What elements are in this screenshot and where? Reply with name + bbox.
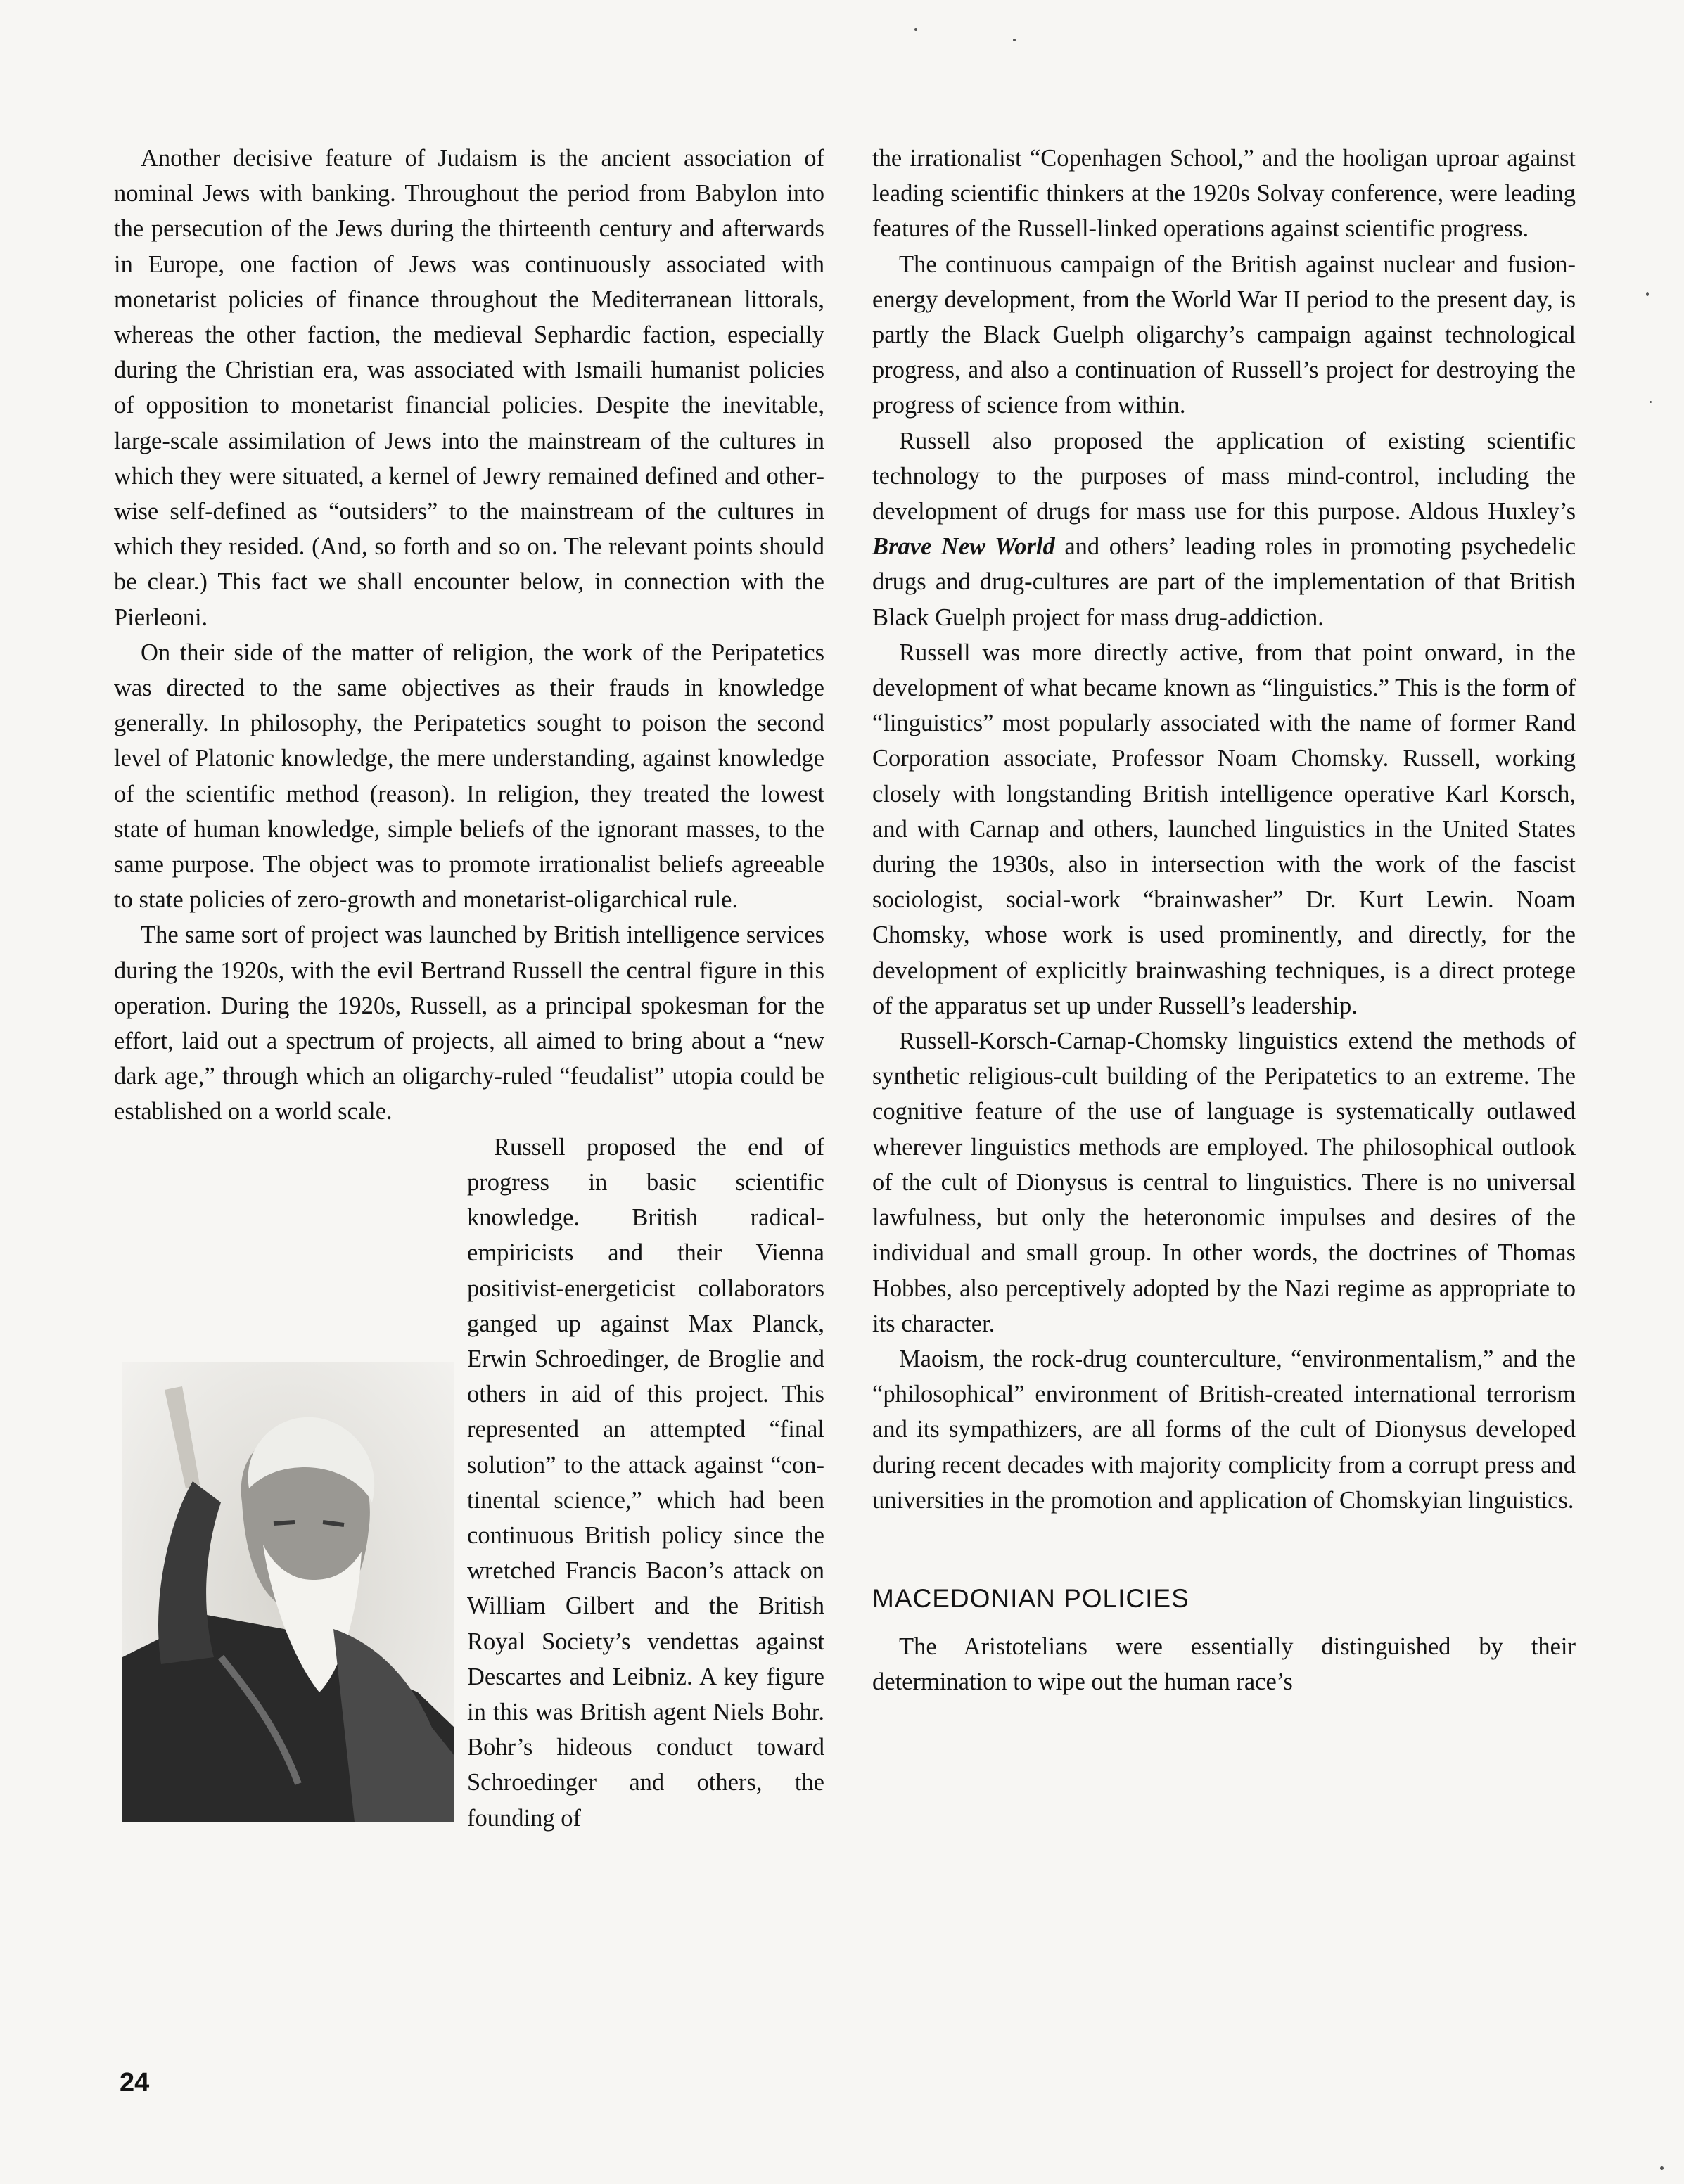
- page-number: 24: [120, 2068, 150, 2097]
- paragraph: the irrationalist “Copenhagen School,” and the hooligan uproar against leading scientific thinkers at the 1920s Solvay conference, were leading features of the Russell-linked operations against scientific progress.: [872, 145, 1576, 243]
- print-speck: [1660, 2166, 1664, 2170]
- print-speck: [1013, 39, 1016, 41]
- section-heading: MACEDONIAN POLICIES: [872, 1583, 1189, 1613]
- print-speck: [1650, 401, 1652, 403]
- paragraph-text: Russell also proposed the application of existing scientific technology to the purposes of mass mind-control, including the development of drugs for mass use for this purpose. Aldous Huxley’s: [872, 427, 1576, 525]
- paragraph: [872, 423, 1576, 635]
- right-column: [872, 141, 1576, 1699]
- paragraph: On their side of the matter of religion, the work of the Peripatetics was directed to the same objectives as their frauds in knowledge generally. In philosophy, the Peripatetics sought to poison the second level of Platonic knowledge, the mere understanding, against knowledge of the scientific method (reason). In religion, they treated the lowest state of human knowledge, simple beliefs of the ignorant masses, to the same purpose. The object was to promote irrationalist beliefs agreeable to state policies of zero-growth and monetarist-oligarchical rule.: [114, 639, 824, 914]
- paragraph: The Aristotelians were essentially distinguished by their determination to wipe out the human race’s: [872, 1633, 1576, 1696]
- paragraph: [114, 1130, 824, 1836]
- paragraph: Russell was more directly active, from that point onward, in the development of what became known as “linguistics.” This is the form of “linguistics” most popularly associated with the name of former Rand Corporation associate, Professor Noam Chomsky. Russell, working closely with longstanding British intelligence operative Karl Korsch, and with Carnap and others, launched linguistics in the United States during the 1930s, also in intersection with the work of the fascist sociologist, social-work “brainwasher” Dr. Kurt Lewin. Noam Chomsky, whose work is used prominently, and directly, for the development of explicitly brainwashing techniques, is a direct protege of the apparatus set up under Russell’s leadership.: [872, 639, 1576, 1019]
- philosopher-photo: [122, 1362, 454, 1822]
- book-title: Brave New World: [872, 533, 1055, 561]
- paragraph-text: Russell proposed the end of progress in basic scientific knowledge. British radical-empiricists and their Vienna positivist-energeticist collaborators ganged up against Max Planck, Erwin Schroedinger, de Broglie and others in aid of this project. This represented an attempted “final solution” to the attack against “continental science,” which had been continuous British policy since the wretched Francis Bacon’s attack on William Gilbert and the British Royal Society’s vendettas against Descartes and Leibniz. A key figure in this was British agent Niels Bohr. Bohr’s hideous conduct toward Schroedinger and others, the founding of: [467, 1133, 824, 1832]
- left-column: [114, 141, 824, 1836]
- paragraph: Another decisive feature of Judaism is the ancient association of nominal Jews with banking. Throughout the period from Babylon into the persecution of the Jews during the thirteenth century and afterwards in Europe, one faction of Jews was continuously associated with monetarist policies of finance throughout the Mediterranean littorals, whereas the other faction, the medieval Sephardic faction, especially during the Christian era, was associated with Ismaili humanist policies of opposition to monetarist financial policies. Despite the inevitable, large-scale assimilation of Jews into the mainstream of the cultures in which they were situated, a kernel of Jewry remained defined and otherwise self-defined as “outsiders” to the mainstream of the cultures in which they resided. (And, so forth and so on. The relevant points should be clear.) This fact we shall encounter below, in connection with the Pierleoni.: [114, 145, 824, 631]
- bearded-philosopher-portrait-icon: [122, 1362, 454, 1822]
- paragraph: Russell-Korsch-Carnap-Chomsky linguistics extend the methods of synthetic religious-cult building of the Peripatetics to an extreme. The cognitive feature of the use of language is systematically outlawed wherever linguistics methods are employed. The philosophical outlook of the cult of Dionysus is central to linguistics. There is no universal lawfulness, but only the heteronomic impulses and desires of the individual and small group. In other words, the doctrines of Thomas Hobbes, also perceptively adopted by the Nazi regime as appropriate to its character.: [872, 1028, 1576, 1337]
- print-speck: [914, 28, 917, 31]
- paragraph-text: and others’ leading roles in promoting psychedelic drugs and drug-cultures are part of the implementation of that British Black Guelph project for mass drug-addiction.: [872, 533, 1576, 631]
- paragraph: The continuous campaign of the British against nuclear and fusion-energy development, from the World War II period to the present day, is partly the Black Guelph oligarchy’s campaign against technological progress, and also a continuation of Russell’s project for destroying the progress of science from within.: [872, 250, 1576, 419]
- print-speck: [1646, 292, 1649, 296]
- paragraph: The same sort of project was launched by British intelligence services during the 1920s, with the evil Bertrand Russell the central figure in this operation. During the 1920s, Russell, as a principal spokesman for the effort, laid out a spectrum of projects, all aimed to bring about a “new dark age,” through which an oligarchy-ruled “feudalist” utopia could be established on a world scale.: [114, 921, 824, 1125]
- paragraph: Maoism, the rock-drug counterculture, “environmentalism,” and the “philosophical” environment of British-created international terrorism and its sympathizers, are all forms of the cult of Dionysus developed during recent decades with majority complicity from a corrupt press and universities in the promotion and application of Chomskyian linguistics.: [872, 1345, 1576, 1514]
